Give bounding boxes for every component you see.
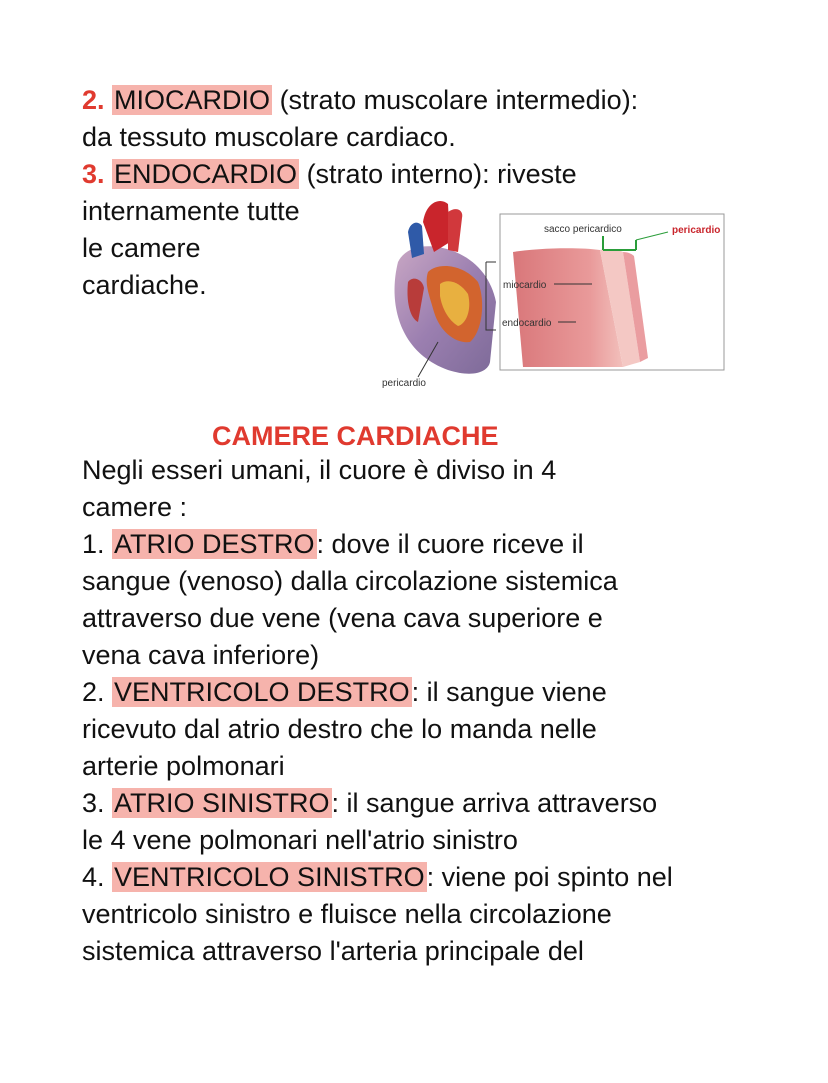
chamber-continuation: ventricolo sinistro e fluisce nella circolazione <box>82 899 612 929</box>
chamber-item-ventricolo-destro <box>82 674 673 711</box>
chamber-description: : il sangue viene <box>411 677 607 707</box>
layer-continuation: da tessuto muscolare cardiaco. <box>82 122 456 152</box>
chamber-item-atrio-sinistro <box>82 785 673 822</box>
chamber-number: 2. <box>82 677 113 707</box>
chamber-number: 4. <box>82 862 113 892</box>
chamber-number: 1. <box>82 529 113 559</box>
aorta-shape <box>423 201 450 252</box>
chamber-term-highlight: VENTRICOLO SINISTRO <box>114 862 425 892</box>
chamber-term-highlight: VENTRICOLO DESTRO <box>114 677 410 707</box>
chamber-continuation: le 4 vene polmonari nell'atrio sinistro <box>82 825 518 855</box>
chamber-continuation: ricevuto dal atrio destro che lo manda nelle <box>82 714 597 744</box>
section-title: CAMERE CARDIACHE <box>212 421 499 451</box>
chamber-continuation: attraverso due vene (vena cava superiore e <box>82 603 603 633</box>
layer-continuation: internamente tutte <box>82 196 300 226</box>
intro-line: camere : <box>82 492 188 522</box>
layer-item-miocardio <box>82 82 762 119</box>
heart-diagram <box>378 192 726 392</box>
chamber-continuation: sistemica attraverso l'arteria principale del <box>82 936 584 966</box>
label-pericardio-bottom: pericardio <box>382 378 426 389</box>
layer-term-highlight: ENDOCARDIO <box>114 159 298 189</box>
chamber-continuation: arterie polmonari <box>82 751 285 781</box>
label-endocardio: endocardio <box>502 318 552 329</box>
layer-description: (strato muscolare intermedio): <box>272 85 639 115</box>
layer-number: 3. <box>82 159 105 189</box>
layer-number: 2. <box>82 85 105 115</box>
heart-layers-figure <box>378 192 726 392</box>
chambers-section <box>82 452 673 970</box>
layer-term-highlight: MIOCARDIO <box>114 85 271 115</box>
chamber-item-ventricolo-sinistro <box>82 859 673 896</box>
label-pericardio-inset: pericardio <box>672 225 721 236</box>
vessel-shape <box>448 209 462 252</box>
chamber-description: : dove il cuore riceve il <box>316 529 584 559</box>
chamber-term-highlight: ATRIO SINISTRO <box>114 788 330 818</box>
chamber-continuation: vena cava inferiore) <box>82 640 320 670</box>
chamber-number: 3. <box>82 788 113 818</box>
label-miocardio: miocardio <box>503 280 547 291</box>
chamber-continuation: sangue (venoso) dalla circolazione sistemica <box>82 566 618 596</box>
layer-item-endocardio <box>82 156 762 193</box>
chamber-description: : il sangue arriva attraverso <box>331 788 658 818</box>
layer-continuation: cardiache. <box>82 270 207 300</box>
chamber-term-highlight: ATRIO DESTRO <box>114 529 315 559</box>
chamber-description: : viene poi spinto nel <box>426 862 673 892</box>
layer-description: (strato interno): riveste <box>299 159 577 189</box>
intro-line: Negli esseri umani, il cuore è diviso in 4 <box>82 455 557 485</box>
layer-continuation: le camere <box>82 233 201 263</box>
chamber-item-atrio-destro <box>82 526 673 563</box>
label-sacco-pericardico: sacco pericardico <box>544 224 622 235</box>
